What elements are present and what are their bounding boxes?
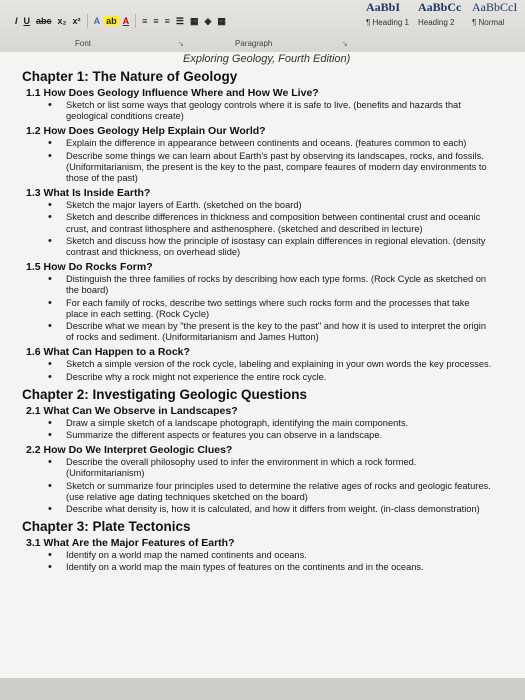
font-dialog-launcher-icon[interactable]: ↘: [178, 41, 184, 48]
format-toolbar-row: [0, 12, 229, 30]
list-item: • Identify on a world map the named continents and oceans.: [66, 550, 518, 561]
ribbon-toolbar: [0, 0, 525, 53]
section-heading: 1.2 How Does Geology Help Explain Our World?: [26, 125, 266, 138]
style-normal[interactable]: [472, 0, 517, 27]
style-preview: AaBbI: [366, 0, 401, 14]
align-right-button[interactable]: ≡: [164, 16, 170, 26]
list-item: • Sketch and discuss how the principle of isostasy can explain differences in regional elevation. (density contrast and thickness, on overhead slide): [66, 236, 518, 258]
section-heading: 1.3 What Is Inside Earth?: [26, 187, 151, 200]
bullet-list: [18, 550, 518, 573]
superscript-button[interactable]: x²: [72, 16, 81, 26]
line-spacing-button[interactable]: ☰: [175, 15, 184, 26]
style-preview: AaBbCc: [418, 0, 462, 14]
list-item: • For each family of rocks, describe two settings where such rocks form and the processes that take place in each setting. (Rock Cycle): [66, 298, 518, 320]
list-item: • Sketch or list some ways that geology controls where it is safe to live. (benefits and hazards that geological conditions create): [66, 100, 518, 122]
subscript-button[interactable]: x₂: [57, 16, 67, 26]
taskbar-strip: [0, 678, 525, 700]
list-item: • Sketch and describe differences in thickness and composition between continental crust and oceanic crust, and contrast lithosphere and asthenosphere. (sketched and described in lecture): [66, 212, 518, 234]
list-item: • Summarize the different aspects or features you can observe in a landscape.: [66, 430, 518, 441]
section-heading: 1.5 How Do Rocks Form?: [26, 261, 153, 274]
font-group-label: Font: [75, 39, 92, 48]
style-name: ¶ Normal: [472, 18, 505, 27]
style-heading-2[interactable]: [418, 0, 461, 27]
borders-button[interactable]: ▦: [217, 15, 226, 26]
toolbar-divider: [135, 14, 136, 28]
strikethrough-button[interactable]: abc: [36, 16, 52, 26]
list-item: • Describe what we mean by "the present is the key to the past" and how it is used to interpret the origin of rocks and sediment. (Uniformitarianism and James Hutton): [66, 321, 518, 343]
style-heading-1[interactable]: [366, 0, 409, 27]
style-name: Heading 2: [418, 18, 455, 27]
list-item: • Draw a simple sketch of a landscape photograph, identifying the main components.: [66, 418, 518, 429]
style-preview: AaBbCcI: [472, 0, 518, 14]
page-header: Exploring Geology, Fourth Edition): [183, 53, 351, 65]
list-item: • Explain the difference in appearance between continents and oceans. (features common to each): [66, 138, 518, 149]
align-left-button[interactable]: ≡: [142, 16, 148, 26]
chapter-heading: Chapter 1: The Nature of Geology: [22, 69, 238, 84]
shading-button[interactable]: ▦: [189, 15, 199, 26]
list-item: • Sketch a simple version of the rock cycle, labeling and explaining in your own words the key processes.: [66, 359, 518, 370]
highlight-color-button[interactable]: ab: [103, 16, 120, 26]
chapter-heading: Chapter 2: Investigating Geologic Questions: [22, 386, 308, 402]
bullet-list: [18, 100, 518, 122]
text-effects-button[interactable]: A: [93, 16, 101, 26]
bullet-list: [18, 200, 518, 258]
list-item: • Describe some things we can learn about Earth's past by observing its landscapes, rocks, and fossils. (Uniformitarianism, the present is the key to the past, compare feaures of modern day environments to those of the past): [66, 151, 518, 185]
fill-icon[interactable]: ◈: [204, 15, 212, 26]
style-name: ¶ Heading 1: [366, 18, 409, 27]
bullet-list: [18, 418, 518, 441]
paragraph-dialog-launcher-icon[interactable]: ↘: [342, 41, 348, 48]
styles-gallery: [360, 0, 525, 36]
document-content: [18, 52, 518, 576]
bullet-list: [18, 274, 518, 343]
list-item: • Sketch the major layers of Earth. (sketched on the board): [66, 200, 518, 211]
bullet-list: [18, 138, 518, 184]
list-item: • Distinguish the three families of rocks by describing how each type forms. (Rock Cycle as sketched on the board): [66, 274, 518, 296]
list-item: • Describe why a rock might not experience the entire rock cycle.: [66, 372, 518, 383]
list-item: • Describe the overall philosophy used to infer the environment in which a rock formed. (Uniformitarianism): [66, 457, 518, 479]
bullet-list: [18, 359, 518, 382]
toolbar-divider: [87, 14, 88, 28]
section-heading: 2.1 What Can We Observe in Landscapes?: [26, 404, 238, 417]
underline-button[interactable]: U: [23, 16, 31, 26]
font-color-button[interactable]: A: [122, 16, 130, 26]
document-page[interactable]: [0, 52, 525, 700]
bullet-list: [18, 457, 518, 515]
chapter-heading: Chapter 3: Plate Tectonics: [22, 519, 191, 535]
list-item: • Sketch or summarize four principles used to determine the relative ages of rocks and geologic features. (use relative age dating techniques sketched on the board): [66, 481, 518, 503]
section-heading: 1.1 How Does Geology Influence Where and How We Live?: [26, 87, 319, 99]
list-item: • Identify on a world map the main types of features on the continents and in the oceans.: [66, 562, 518, 573]
list-item: • Describe what density is, how it is calculated, and how it differs from weight. (in-class demonstration): [66, 504, 518, 515]
section-heading: 1.6 What Can Happen to a Rock?: [26, 346, 190, 359]
section-heading: 3.1 What Are the Major Features of Earth?: [26, 537, 235, 550]
italic-button[interactable]: I: [15, 16, 18, 26]
align-center-button[interactable]: ≡: [153, 16, 159, 26]
paragraph-group-label: Paragraph: [235, 39, 273, 48]
section-heading: 2.2 How Do We Interpret Geologic Clues?: [26, 444, 233, 457]
